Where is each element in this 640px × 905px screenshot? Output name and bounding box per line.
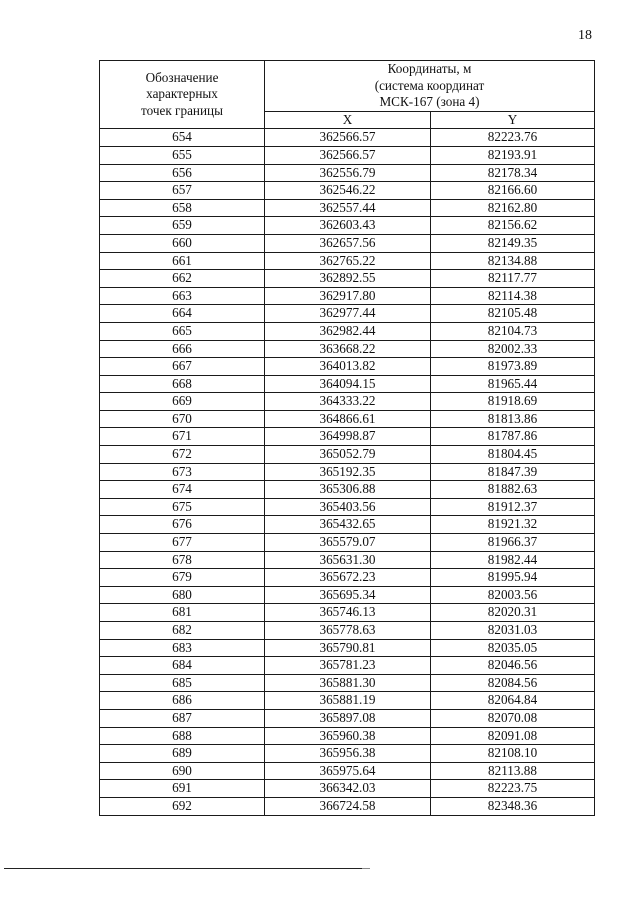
table-row — [100, 516, 595, 534]
cell-x: 362657.56 — [265, 234, 431, 252]
cell-y: 81847.39 — [431, 463, 595, 481]
cell-y: 82178.34 — [431, 164, 595, 182]
cell-y: 82166.60 — [431, 182, 595, 200]
cell-point-number: 670 — [100, 410, 265, 428]
cell-x: 364998.87 — [265, 428, 431, 446]
cell-y: 81921.32 — [431, 516, 595, 534]
cell-x: 364866.61 — [265, 410, 431, 428]
cell-y: 81787.86 — [431, 428, 595, 446]
table-row — [100, 270, 595, 288]
header-coordinates — [265, 61, 595, 112]
cell-x: 365052.79 — [265, 446, 431, 464]
cell-x: 366342.03 — [265, 780, 431, 798]
cell-y: 82002.33 — [431, 340, 595, 358]
cell-x: 364094.15 — [265, 375, 431, 393]
table-row — [100, 551, 595, 569]
cell-x: 365432.65 — [265, 516, 431, 534]
cell-x: 365897.08 — [265, 709, 431, 727]
cell-point-number: 683 — [100, 639, 265, 657]
table-row — [100, 481, 595, 499]
cell-point-number: 692 — [100, 797, 265, 815]
cell-point-number: 660 — [100, 234, 265, 252]
cell-point-number: 671 — [100, 428, 265, 446]
cell-y: 82348.36 — [431, 797, 595, 815]
cell-point-number: 685 — [100, 674, 265, 692]
table-row — [100, 586, 595, 604]
table-row — [100, 534, 595, 552]
cell-x: 365975.64 — [265, 762, 431, 780]
cell-x: 362892.55 — [265, 270, 431, 288]
cell-x: 365672.23 — [265, 569, 431, 587]
cell-x: 364013.82 — [265, 358, 431, 376]
cell-y: 82117.77 — [431, 270, 595, 288]
cell-y: 82114.38 — [431, 287, 595, 305]
page-number: 18 — [578, 28, 592, 43]
cell-x: 362557.44 — [265, 199, 431, 217]
cell-y: 82134.88 — [431, 252, 595, 270]
table-row — [100, 234, 595, 252]
cell-point-number: 656 — [100, 164, 265, 182]
cell-point-number: 665 — [100, 322, 265, 340]
table-row — [100, 446, 595, 464]
cell-y: 81918.69 — [431, 393, 595, 411]
footer-rule-tail — [362, 868, 370, 869]
cell-point-number: 689 — [100, 745, 265, 763]
table-row — [100, 604, 595, 622]
cell-y: 81813.86 — [431, 410, 595, 428]
cell-point-number: 662 — [100, 270, 265, 288]
cell-y: 82105.48 — [431, 305, 595, 323]
table-row — [100, 745, 595, 763]
cell-x: 364333.22 — [265, 393, 431, 411]
cell-y: 82035.05 — [431, 639, 595, 657]
header-coords-line: МСК-167 (зона 4) — [379, 94, 480, 110]
table-row — [100, 622, 595, 640]
table-row — [100, 410, 595, 428]
table-row — [100, 182, 595, 200]
cell-x: 365960.38 — [265, 727, 431, 745]
header-point-line: Обозначение — [145, 69, 219, 85]
cell-y: 82020.31 — [431, 604, 595, 622]
cell-x: 362556.79 — [265, 164, 431, 182]
cell-y: 82149.35 — [431, 234, 595, 252]
cell-x: 365579.07 — [265, 534, 431, 552]
cell-x: 362546.22 — [265, 182, 431, 200]
cell-point-number: 659 — [100, 217, 265, 235]
cell-x: 366724.58 — [265, 797, 431, 815]
cell-point-number: 675 — [100, 498, 265, 516]
cell-x: 362765.22 — [265, 252, 431, 270]
table-row — [100, 199, 595, 217]
table-row — [100, 305, 595, 323]
cell-point-number: 678 — [100, 551, 265, 569]
cell-x: 362566.57 — [265, 129, 431, 147]
cell-point-number: 679 — [100, 569, 265, 587]
header-y: Y — [431, 111, 595, 129]
cell-point-number: 663 — [100, 287, 265, 305]
cell-y: 82162.80 — [431, 199, 595, 217]
cell-x: 365746.13 — [265, 604, 431, 622]
table-header — [100, 61, 595, 129]
cell-y: 82156.62 — [431, 217, 595, 235]
coordinates-table — [99, 60, 595, 816]
table-row — [100, 674, 595, 692]
cell-point-number: 658 — [100, 199, 265, 217]
cell-x: 365403.56 — [265, 498, 431, 516]
table-row — [100, 569, 595, 587]
cell-point-number: 690 — [100, 762, 265, 780]
table-row — [100, 657, 595, 675]
cell-y: 81966.37 — [431, 534, 595, 552]
table-row — [100, 252, 595, 270]
cell-x: 365631.30 — [265, 551, 431, 569]
cell-y: 82108.10 — [431, 745, 595, 763]
table-row — [100, 463, 595, 481]
table-row — [100, 375, 595, 393]
cell-x: 362917.80 — [265, 287, 431, 305]
table-row — [100, 322, 595, 340]
cell-x: 365881.19 — [265, 692, 431, 710]
cell-point-number: 657 — [100, 182, 265, 200]
cell-point-number: 682 — [100, 622, 265, 640]
cell-point-number: 661 — [100, 252, 265, 270]
cell-y: 82070.08 — [431, 709, 595, 727]
cell-point-number: 677 — [100, 534, 265, 552]
cell-point-number: 672 — [100, 446, 265, 464]
table-row — [100, 692, 595, 710]
header-point-line: точек границы — [141, 102, 223, 118]
cell-x: 362977.44 — [265, 305, 431, 323]
table-row — [100, 358, 595, 376]
table-row — [100, 393, 595, 411]
cell-y: 81965.44 — [431, 375, 595, 393]
table-row — [100, 709, 595, 727]
cell-y: 81995.94 — [431, 569, 595, 587]
cell-point-number: 673 — [100, 463, 265, 481]
cell-y: 82064.84 — [431, 692, 595, 710]
header-point-designation — [100, 61, 265, 129]
cell-x: 365781.23 — [265, 657, 431, 675]
cell-y: 82193.91 — [431, 146, 595, 164]
cell-point-number: 664 — [100, 305, 265, 323]
cell-point-number: 684 — [100, 657, 265, 675]
cell-x: 365881.30 — [265, 674, 431, 692]
cell-y: 82084.56 — [431, 674, 595, 692]
cell-y: 81912.37 — [431, 498, 595, 516]
cell-y: 82113.88 — [431, 762, 595, 780]
cell-y: 81882.63 — [431, 481, 595, 499]
table-row — [100, 797, 595, 815]
cell-point-number: 674 — [100, 481, 265, 499]
footer-rule — [4, 868, 362, 869]
cell-point-number: 666 — [100, 340, 265, 358]
cell-y: 82091.08 — [431, 727, 595, 745]
cell-point-number: 668 — [100, 375, 265, 393]
cell-point-number: 655 — [100, 146, 265, 164]
cell-x: 362982.44 — [265, 322, 431, 340]
cell-y: 82003.56 — [431, 586, 595, 604]
cell-y: 81982.44 — [431, 551, 595, 569]
cell-point-number: 688 — [100, 727, 265, 745]
table-row — [100, 727, 595, 745]
cell-point-number: 676 — [100, 516, 265, 534]
cell-point-number: 686 — [100, 692, 265, 710]
cell-y: 82223.75 — [431, 780, 595, 798]
header-point-line: характерных — [146, 86, 218, 102]
cell-point-number: 669 — [100, 393, 265, 411]
table-row — [100, 340, 595, 358]
table-row — [100, 780, 595, 798]
cell-x: 365695.34 — [265, 586, 431, 604]
cell-point-number: 691 — [100, 780, 265, 798]
table-row — [100, 164, 595, 182]
cell-point-number: 654 — [100, 129, 265, 147]
cell-x: 363668.22 — [265, 340, 431, 358]
cell-x: 365778.63 — [265, 622, 431, 640]
header-coords-line: Координаты, м — [387, 61, 472, 76]
table-row — [100, 639, 595, 657]
cell-y: 82223.76 — [431, 129, 595, 147]
cell-x: 362566.57 — [265, 146, 431, 164]
table-row — [100, 498, 595, 516]
table-row — [100, 146, 595, 164]
cell-point-number: 681 — [100, 604, 265, 622]
cell-y: 82046.56 — [431, 657, 595, 675]
cell-point-number: 687 — [100, 709, 265, 727]
header-coords-line: (система координат — [374, 77, 485, 93]
cell-y: 82031.03 — [431, 622, 595, 640]
cell-x: 365306.88 — [265, 481, 431, 499]
cell-y: 81973.89 — [431, 358, 595, 376]
cell-x: 365192.35 — [265, 463, 431, 481]
header-x: X — [265, 111, 431, 129]
table-row — [100, 762, 595, 780]
cell-point-number: 667 — [100, 358, 265, 376]
table-body — [100, 129, 595, 815]
table-row — [100, 428, 595, 446]
table-row — [100, 287, 595, 305]
cell-y: 81804.45 — [431, 446, 595, 464]
cell-x: 362603.43 — [265, 217, 431, 235]
cell-x: 365956.38 — [265, 745, 431, 763]
table-row — [100, 217, 595, 235]
cell-x: 365790.81 — [265, 639, 431, 657]
cell-point-number: 680 — [100, 586, 265, 604]
cell-y: 82104.73 — [431, 322, 595, 340]
table-row — [100, 129, 595, 147]
